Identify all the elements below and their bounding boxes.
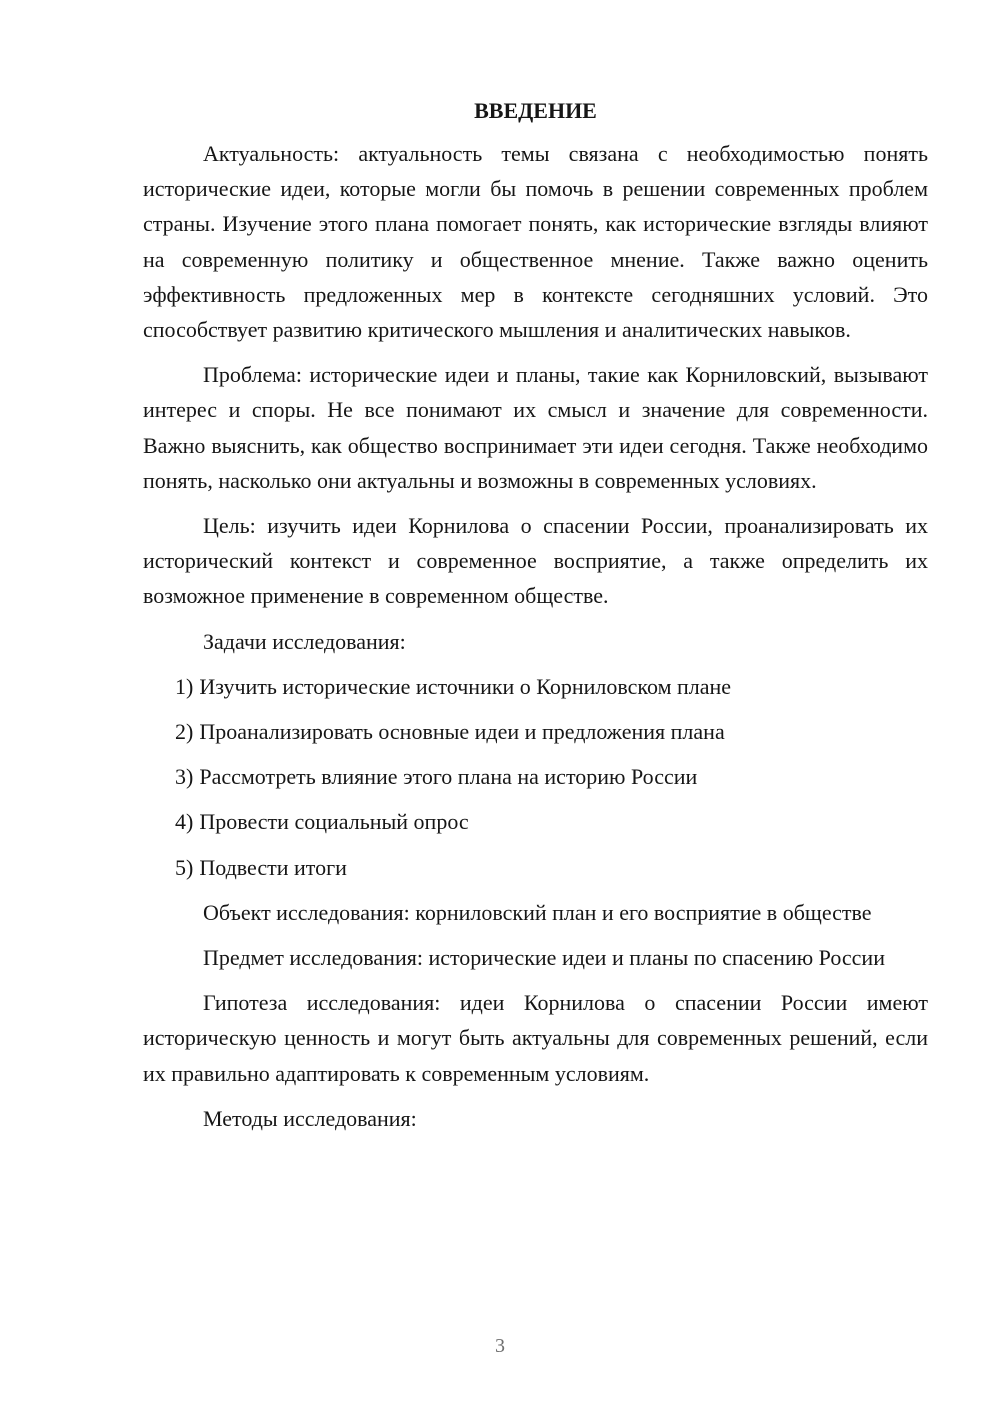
list-item-number: 1) [175,673,194,699]
paragraph-hypothesis: Гипотеза исследования: идеи Корнилова о спасении России имеют историческую ценность и могут быть актуальны для современных решений, если их правильно адаптировать к современным условиям. [143,990,928,1086]
paragraph-methods: Методы исследования: [203,1105,417,1131]
list-item-text: Провести социальный опрос [199,809,469,835]
paragraph-relevance: Актуальность: актуальность темы связана с необходимостью понять исторические идеи, которые могли бы помочь в решении современных проблем страны. Изучение этого плана помогает понять, как исторические взгляды влияют на современную политику и общественное мнение. Также важно оценить эффективность предложенных мер в контексте сегодняшних условий. Это способствует развитию критического мышления и аналитических навыков. [143,141,928,343]
page-number: 3 [495,1335,505,1357]
list-item-text: Подвести итоги [199,854,347,880]
list-item-number: 4) [175,809,194,835]
page-content [143,96,928,1146]
list-item [143,850,928,885]
list-item [143,759,928,794]
paragraph-problem: Проблема: исторические идеи и планы, такие как Корниловский, вызывают интерес и споры. Не все понимают их смысл и значение для современности. Важно выяснить, как общество воспринимает эти идеи сегодня. Также необходимо понять, насколько они актуальны и возможны в современных условиях. [143,362,928,493]
list-item-number: 2) [175,719,194,745]
list-item-number: 3) [175,764,194,790]
list-item [143,669,928,704]
list-item-number: 5) [175,854,194,880]
paragraph-tasks-intro: Задачи исследования: [203,628,406,654]
list-item-text: Рассмотреть влияние этого плана на историю России [199,764,698,790]
list-item [143,804,928,839]
list-item-text: Изучить исторические источники о Корниловском плане [199,673,732,699]
paragraph-subject: Предмет исследования: исторические идеи и планы по спасению России [203,945,885,971]
paragraph-goal: Цель: изучить идеи Корнилова о спасении России, проанализировать их исторический контекст и современное восприятие, а также определить их возможное применение в современном обществе. [143,513,928,609]
page-title: ВВЕДЕНИЕ [474,98,597,123]
list-item [143,714,928,749]
tasks-list [143,669,928,885]
paragraph-object: Объект исследования: корниловский план и его восприятие в обществе [203,899,872,925]
list-item-text: Проанализировать основные идеи и предложения плана [199,719,725,745]
